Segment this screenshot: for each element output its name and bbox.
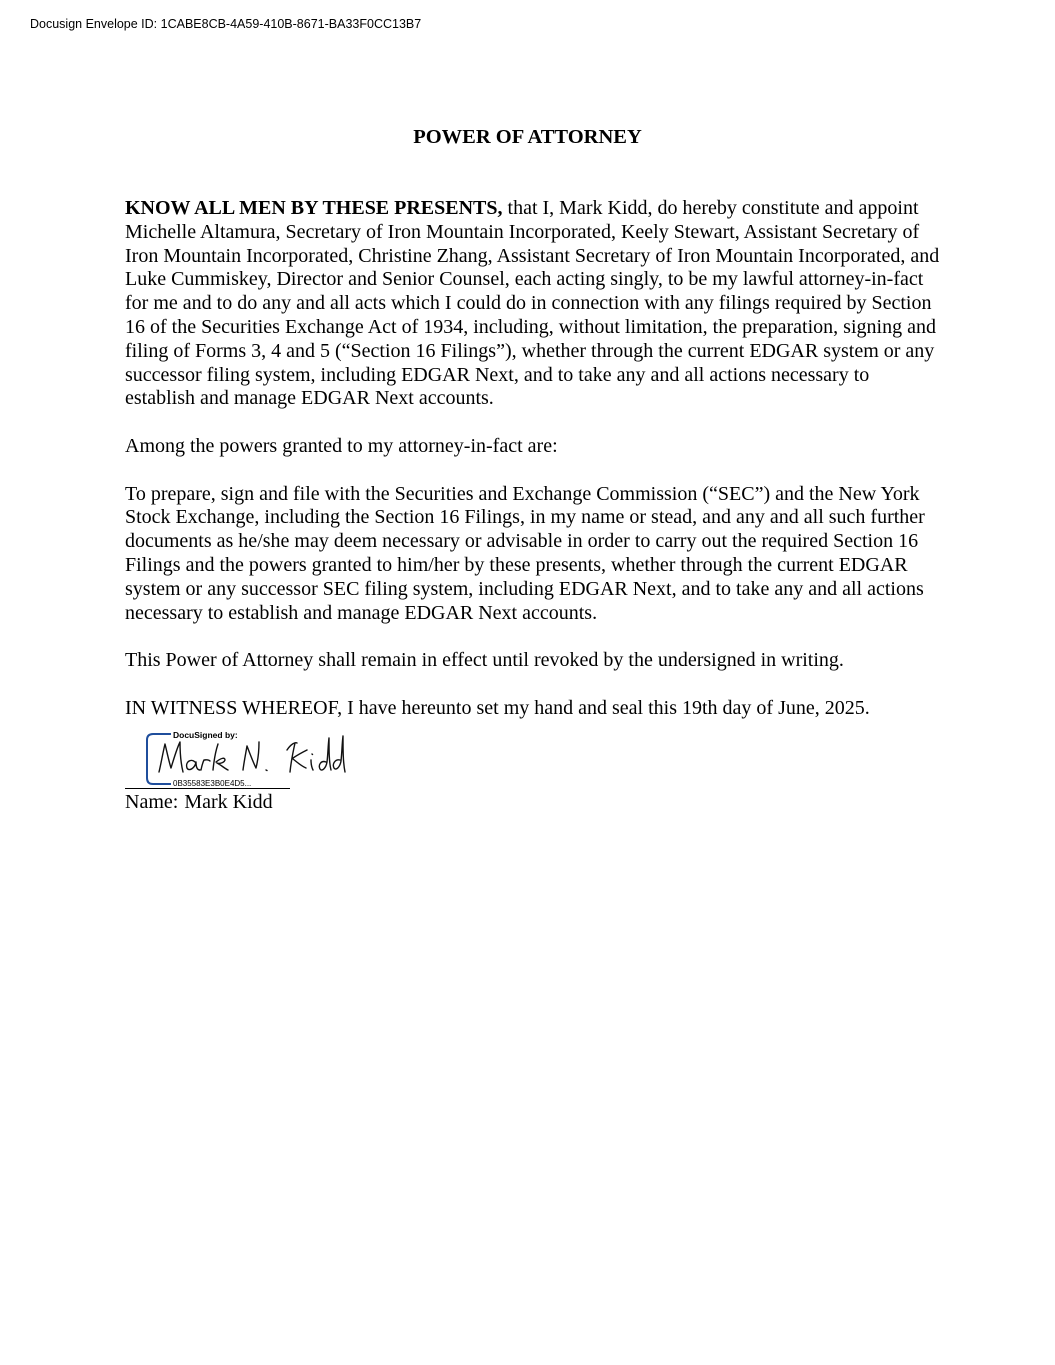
- signer-name: Mark Kidd: [184, 791, 273, 813]
- signature-block: [125, 728, 425, 818]
- document-body: [125, 197, 940, 744]
- signature-line: [125, 788, 290, 789]
- docusign-signature-image: [125, 728, 425, 792]
- paragraph-powers-intro: Among the powers granted to my attorney-in-fact are:: [125, 434, 558, 457]
- paragraph-appointment-text: that I, Mark Kidd, do hereby constitute and appoint Michelle Altamura, Secretary of Iron Mountain Incorporated, Keely Stewart, Assistant Secretary of Iron Mountain Incorporated, Christine Zhang, Assistant Secretary of Iron Mountain Incorporated, and Luke Cummiskey, Director and Senior Counsel, each acting singly, to be my lawful attorney-in-fact for me and to do any and all acts which I could do in connection with any filings required by Section 16 of the Securities Exchange Act of 1934, including, without limitation, the preparation, signing and filing of Forms 3, 4 and 5 (“Section 16 Filings”), whether through the current EDGAR system or any successor filing system, including EDGAR Next, and to take any and all actions necessary to establish and manage EDGAR Next accounts.: [125, 197, 940, 410]
- paragraph-powers: To prepare, sign and file with the Securities and Exchange Commission (“SEC”) and the New York Stock Exchange, including the Section 16 Filings, in my name or stead, and any and all such further documents as he/she may deem necessary or advisable in order to carry out the required Section 16 Filings and the powers granted to him/her by these presents, whether through the current EDGAR system or any successor SEC filing system, including EDGAR Next, and to take any and all actions necessary to establish and manage EDGAR Next accounts.: [125, 482, 925, 624]
- document-title: POWER OF ATTORNEY: [413, 126, 642, 148]
- docusigned-by-label: DocuSigned by:: [173, 730, 238, 740]
- envelope-id: Docusign Envelope ID: 1CABE8CB-4A59-410B-8671-BA33F0CC13B7: [30, 17, 422, 31]
- name-label: Name:: [125, 791, 179, 813]
- handwritten-signature: [159, 736, 345, 772]
- paragraph-witness: IN WITNESS WHEREOF, I have hereunto set my hand and seal this 19th day of June, 2025.: [125, 696, 870, 719]
- signer-code: 0B35583E3B0E4D5...: [173, 779, 252, 788]
- signer-name-line: [125, 790, 273, 814]
- paragraph-effect: This Power of Attorney shall remain in effect until revoked by the undersigned in writing.: [125, 649, 844, 672]
- docusign-frame: [147, 734, 171, 784]
- paragraph-appointment: [125, 197, 940, 411]
- paragraph-lead-in: KNOW ALL MEN BY THESE PRESENTS,: [125, 197, 503, 219]
